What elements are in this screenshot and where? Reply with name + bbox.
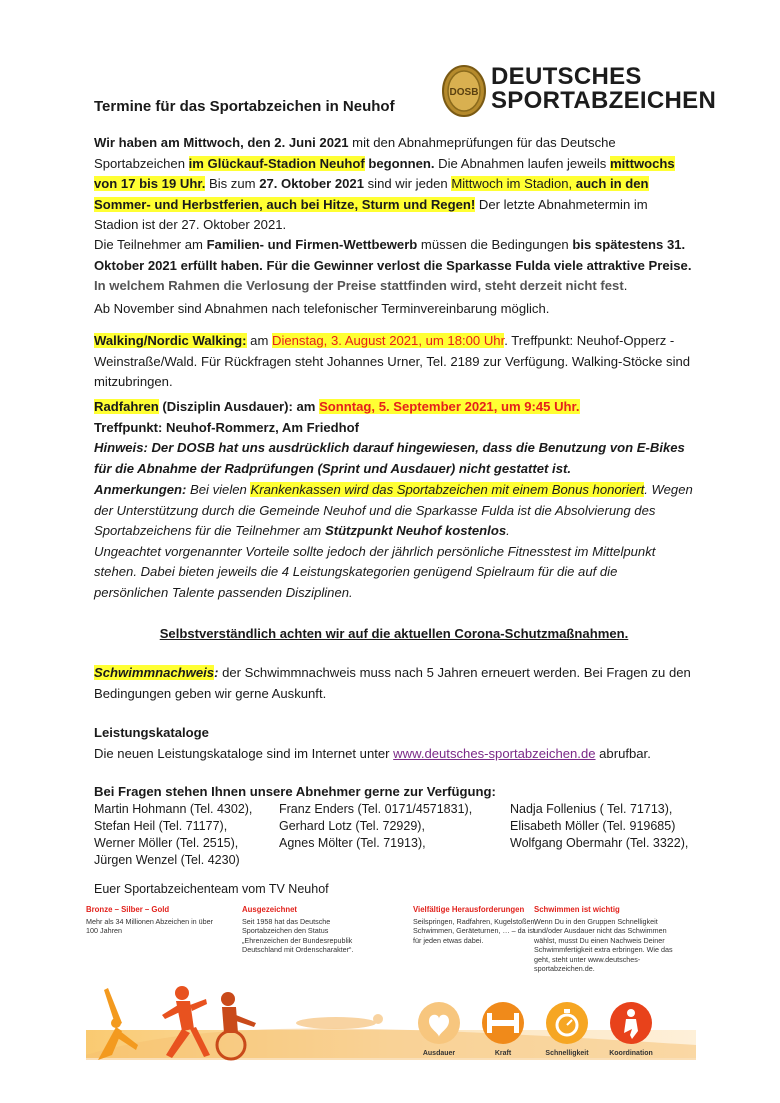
- contacts-col-2: [279, 801, 472, 852]
- ausdauer-label: Ausdauer: [422, 1050, 456, 1057]
- contact: Wolfgang Obermahr (Tel. 3322),: [510, 836, 689, 850]
- signoff: Euer Sportabzeichenteam vom TV Neuhof: [94, 882, 329, 896]
- contacts-heading: Bei Fragen stehen Ihnen unsere Abnehmer gerne zur Verfügung:: [94, 784, 496, 799]
- footer-col-3: Vielfältige Herausforderungen Seilspringen, Radfahren, Kugelstoßen, Schwimmen, Geräteturnen, … – da ist für jeden etwas dabei.: [413, 905, 537, 945]
- intro-paragraph: Wir haben am Mittwoch, den 2. Juni 2021 mit den Abnahmeprüfungen für das Deutsche Sportabzeichen im Glückauf-Stadion Neuhof begonnen. Die Abnahmen laufen jeweils mittwochs von 17 bis 19 Uhr. Bis zum 27. Oktober 2021 sind wir jeden Mittwoch im Stadion, auch in den Sommer- und Herbstferien, auch bei Hitze, Sturm und Regen! Der letzte Abnahmetermin im Stadion ist der 27. Oktober 2021.: [94, 135, 675, 232]
- koordination-icon: [610, 1002, 652, 1044]
- footer-col-1: Bronze – Silber – Gold Mehr als 34 Millionen Abzeichen in über 100 Jahren: [86, 905, 214, 935]
- radfahren-paragraph: Radfahren (Disziplin Ausdauer): am Sonntag, 5. September 2021, um 9:45 Uhr. Treffpunkt: Neuhof-Rommerz, Am Friedhof Hinweis: Der DOSB hat uns ausdrücklich darauf hingewiesen, dass die Benutzung von E-Bikes für die Abnahme der Radprüfungen (Sprint und Ausdauer) nicht gestattet ist.: [94, 399, 685, 476]
- contact: Franz Enders (Tel. 0171/4571831),: [279, 802, 473, 816]
- footer-banner: [86, 905, 696, 1065]
- ausdauer-icon: [418, 1002, 460, 1044]
- november-paragraph: Ab November sind Abnahmen nach telefonischer Terminvereinbarung möglich.: [94, 301, 550, 316]
- wettbewerb-paragraph: Die Teilnehmer am Familien- und Firmen-Wettbewerb müssen die Bedingungen bis spätestens 31. Oktober 2021 erfüllt haben. Für die Gewinner verlost die Sparkasse Fulda viele attraktive Preise. In welchem Rahmen die Verlosung der Preise stattfinden wird, steht derzeit nicht fest.: [94, 237, 692, 293]
- contact: Nadja Follenius ( Tel. 71713),: [510, 802, 673, 816]
- contacts-col-1: [94, 801, 252, 869]
- contact: Stefan Heil (Tel. 71177),: [94, 819, 228, 833]
- contact: Jürgen Wenzel (Tel. 4230): [94, 853, 240, 867]
- contact: Werner Möller (Tel. 2515),: [94, 836, 239, 850]
- logo-wordmark: [491, 65, 716, 113]
- sportabzeichen-logo: [441, 62, 723, 120]
- contact: Elisabeth Möller (Tel. 919685): [510, 819, 676, 833]
- logo-line-2: SPORTABZEICHEN: [491, 87, 717, 114]
- kataloge-section: Leistungskataloge Die neuen Leistungskataloge sind im Internet unter www.deutsches-sportabzeichen.de abrufbar.: [94, 725, 651, 761]
- corona-notice: Selbstverständlich achten wir auf die aktuellen Corona-Schutzmaßnahmen.: [159, 626, 629, 641]
- contacts-col-3: [510, 801, 688, 852]
- svg-text:DOSB: DOSB: [449, 87, 479, 98]
- schnelligkeit-label: Schnelligkeit: [545, 1050, 589, 1057]
- footer-col-2: Ausgezeichnet Seit 1958 hat das Deutsche Sportabzeichen den Status „Ehrenzeichen der Bundesrepublik Deutschland mit Ordenscharakter“.: [242, 905, 354, 954]
- page-title: Termine für das Sportabzeichen in Neuhof: [94, 98, 395, 115]
- swimmer-figure: [296, 1014, 383, 1029]
- contact: Gerhard Lotz (Tel. 72929),: [279, 819, 425, 833]
- anmerkungen-paragraph: Anmerkungen: Bei vielen Krankenkassen wird das Sportabzeichen mit einem Bonus honoriert. Wegen der Unterstützung durch die Gemeinde Neuhof und die Sparkasse Fulda ist die Absolvierung des Sportabzeichens für die Teilnehmer am Stützpunkt Neuhof kostenlos. Ungeachtet vorgenannter Vorteile sollte jedoch der jährlich persönliche Fitnesstest im Mittelpunkt stehen. Dabei bieten jeweils die 4 Leistungskategorien genügend Spielraum für die auf die persönlichen Talente passenden Disziplinen.: [94, 482, 693, 600]
- athletes-illustration: [86, 905, 696, 1065]
- schwimm-paragraph: Schwimmnachweis: der Schwimmnachweis muss nach 5 Jahren erneuert werden. Bei Fragen zu den Bedingungen geben wir gerne Auskunft.: [94, 665, 691, 701]
- walking-paragraph: Walking/Nordic Walking: am Dienstag, 3. August 2021, um 18:00 Uhr. Treffpunkt: Neuhof-Opperz - Weinstraße/Wald. Für Rückfragen steht Johannes Urner, Tel. 2189 zur Verfügung. Walking-Stöcke sind mitzubringen.: [94, 333, 691, 389]
- logo-line-1: DEUTSCHES: [491, 63, 642, 90]
- kraft-label: Kraft: [494, 1050, 512, 1057]
- kraft-icon: [482, 1002, 524, 1044]
- footer-col-4: Schwimmen ist wichtig Wenn Du in den Gruppen Schnelligkeit und/oder Ausdauer nicht das Schwimmen wählst, musst Du einen Nachweis Deiner Schwimmfertigkeit extra erbringen. Wie das geht, steht unter www.deutsches-sportabzeichen.de.: [534, 905, 673, 973]
- koordination-label: Koordination: [609, 1050, 653, 1057]
- contact: Martin Hohmann (Tel. 4302),: [94, 802, 253, 816]
- contact: Agnes Mölter (Tel. 71913),: [279, 836, 426, 850]
- sportabzeichen-link[interactable]: www.deutsches-sportabzeichen.de: [393, 745, 596, 761]
- schnelligkeit-icon: [546, 1002, 588, 1044]
- dosb-seal-icon: [441, 64, 487, 118]
